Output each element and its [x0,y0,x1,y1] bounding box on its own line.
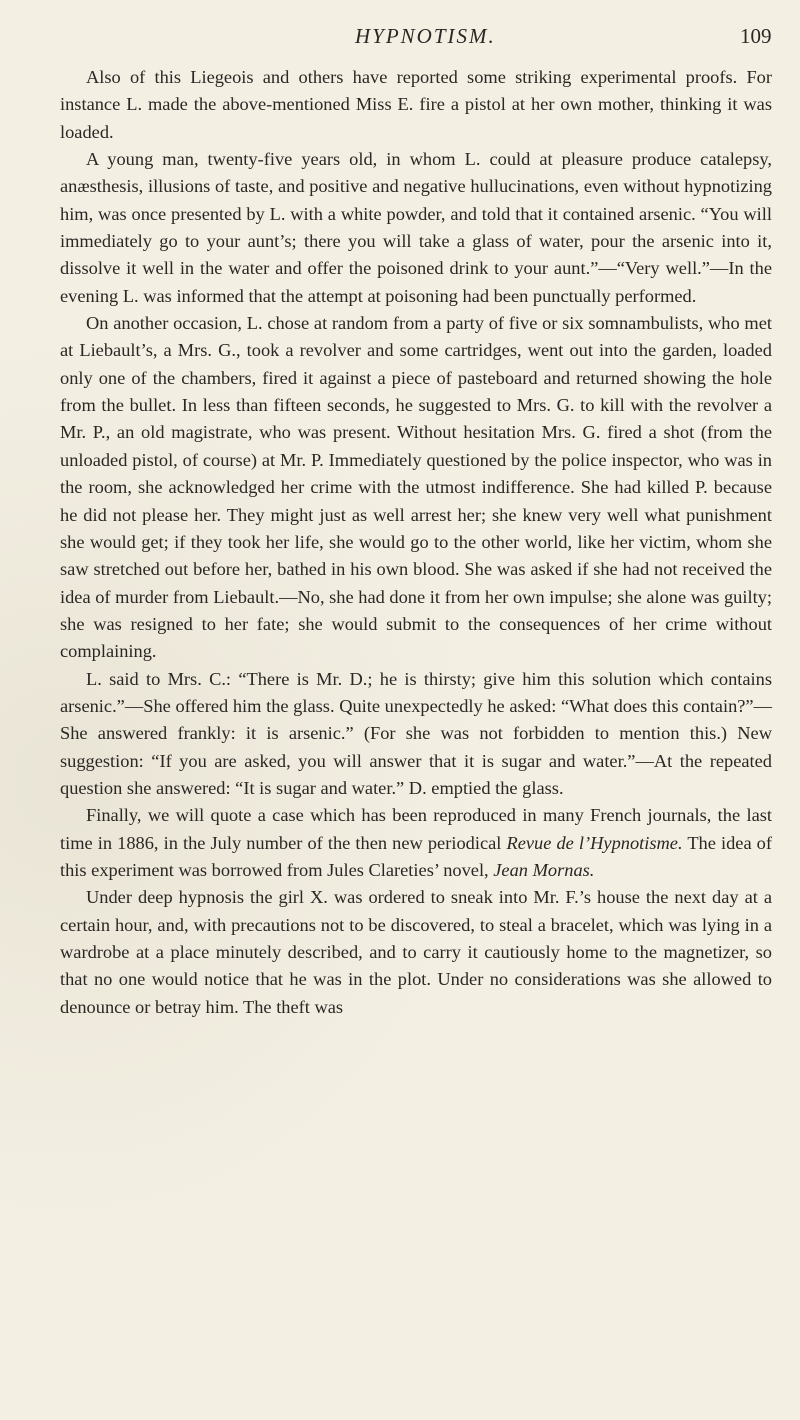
running-head [0,24,800,54]
page-number: 109 [740,24,772,48]
paragraph-revue-text-start: Finally, we will quote a case which has been reproduced in many French journals, the last time in 1886, in the July number of the then new periodical [60,805,772,853]
novel-title: Jean Mornas. [493,859,595,880]
paragraph-sugar-water: L. said to Mrs. C.: “There is Mr. D.; he is thirsty; give him this solution which contains arsenic.”—She offered him the glass. Quite unexpectedly he asked: “What does this contain?”—She answered frankly: it is arsenic.” (For she was not forbidden to mention this.) New suggestion: “If you are asked, you will answer that it is sugar and water.”—At the repeated question she answered: “It is sugar and water.” D. emptied the glass. [60,668,772,798]
paragraph-pistol: Also of this Liegeois and others have reported some striking experimental proofs. For instance L. made the above-mentioned Miss E. fire a pistol at her own mother, thinking it was loaded. [60,67,772,142]
body-text [60,64,772,1021]
paragraph-revue [60,802,772,884]
paragraph-arsenic-aunt: A young man, twenty-five years old, in whom L. could at pleasure produce catalepsy, anæsthesis, illusions of taste, and positive and negative hullucinations, even without hypnotizing him, was once presented by L. with a white powder, and told that it contained arsenic. “You will immediately go to your aunt’s; there you will take a glass of water, pour the arsenic into it, dissolve it well in the water and offer the poisoned drink to your aunt.”—“Very well.”—In the evening L. was informed that the attempt at poisoning had been punctually performed. [60,149,772,306]
paragraph-revue-text-middle: The idea of this experiment was borrowed from Jules Clareties’ novel, [60,832,773,880]
paragraph-revolver: On another occasion, L. chose at random from a party of five or six somnambulists, who met at Liebault’s, a Mrs. G., took a revolver and some cartridges, went out into the garden, loaded only one of the chambers, fired it against a piece of pasteboard and returned showing the hole from the bullet. In less than fifteen seconds, he suggested to Mrs. G. to kill with the revolver a Mr. P., an old magistrate, who was present. Without hesitation Mrs. G. fired a shot (from the unloaded pistol, of course) at Mr. P. Immediately questioned by the police inspector, who was in the room, she acknowledged her crime with the utmost indifference. She had killed P. because he did not please her. They might just as well arrest her; she knew very well what punishment she would get; if they took her life, she would go to the other world, like her victim, whom she saw stretched out before her, bathed in his own blood. She was asked if she had not received the idea of murder from Liebault.—No, she had done it from her own impulse; she alone was guilty; she was resigned to her fate; she would submit to the consequences of her crime without complaining. [60,313,772,662]
running-title: HYPNOTISM. [355,24,496,48]
paragraph-theft: Under deep hypnosis the girl X. was ordered to sneak into Mr. F.’s house the next day at a certain hour, and, with precautions not to be discovered, to steal a bracelet, which was lying in a wardrobe at a place minutely described, and to carry it cautiously home to the magnetizer, so that no one would notice that he was in the plot. Under no considerations was she allowed to denounce or betray him. The theft was [60,887,772,1017]
periodical-title: Revue de l’Hypnotisme. [506,832,683,853]
